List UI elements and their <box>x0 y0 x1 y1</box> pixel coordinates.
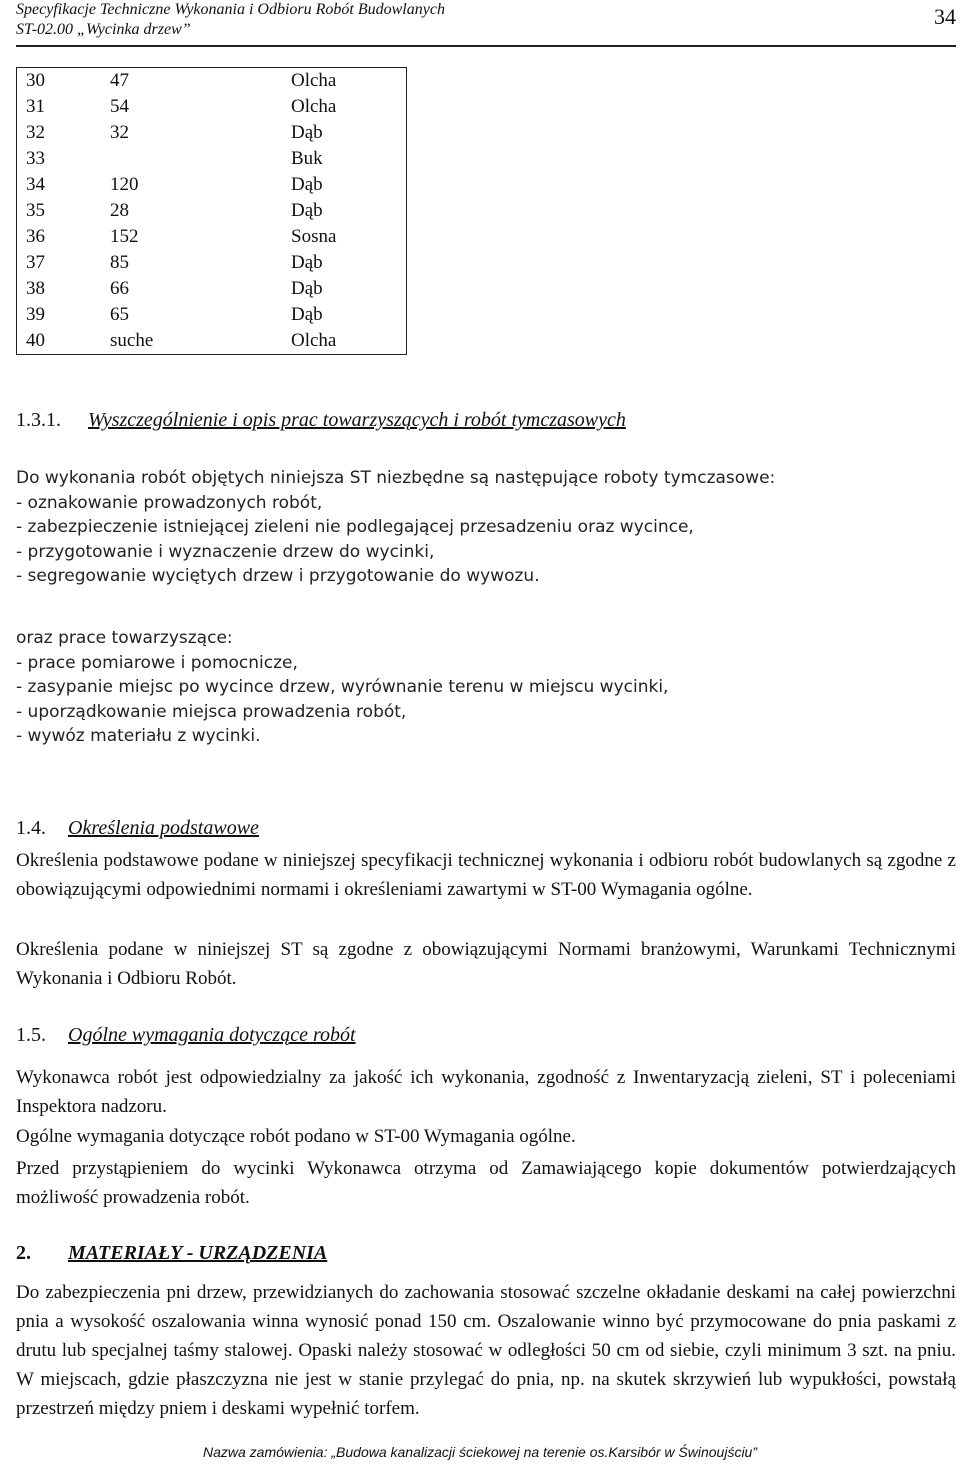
tree-number-cell: 34 <box>26 174 45 195</box>
list-item: - oznakowanie prowadzonych robót, <box>16 492 323 513</box>
section-15-paragraph-2: Ogólne wymagania dotyczące robót podano w ST-00 Wymagania ogólne. <box>16 1126 576 1147</box>
list-item: - prace pomiarowe i pomocnicze, <box>16 652 298 673</box>
species-cell: Olcha <box>291 96 337 117</box>
table-row <box>17 224 407 250</box>
table-row <box>17 146 407 172</box>
section-15-paragraph-1: Wykonawca robót jest odpowiedzialny za jakość ich wykonania, zgodność z Inwentaryzacją zieleni, ST i poleceniami Inspektora nadzoru. <box>16 1067 956 1117</box>
header-divider <box>16 45 956 47</box>
trunk-size-cell: 66 <box>110 278 129 299</box>
species-cell: Olcha <box>291 70 337 91</box>
tree-table <box>16 67 407 355</box>
trunk-size-cell: suche <box>110 330 154 351</box>
list-item: - wywóz materiału z wycinki. <box>16 726 261 746</box>
species-cell: Dąb <box>291 278 323 299</box>
list-item: - uporządkowanie miejsca prowadzenia robót, <box>16 701 407 722</box>
species-cell: Dąb <box>291 304 323 325</box>
trunk-size-cell: 47 <box>110 70 129 91</box>
section-15-number: 1.5. <box>16 1024 46 1046</box>
tree-table-body <box>17 68 407 355</box>
section-15-title: Ogólne wymagania dotyczące robót <box>68 1024 356 1046</box>
table-row <box>17 276 407 302</box>
trunk-size-cell: 120 <box>110 174 139 195</box>
section-15-paragraph-3: Przed przystąpieniem do wycinki Wykonawca otrzyma od Zamawiającego kopie dokumentów potwierdzających możliwość prowadzenia robót. <box>16 1158 956 1208</box>
page-footer: Nazwa zamówienia: „Budowa kanalizacji ściekowej na terenie os.Karsibór w Świnoujściu” <box>202 1444 758 1460</box>
section-14-heading <box>16 817 956 840</box>
species-cell: Dąb <box>291 252 323 273</box>
accompanying-works <box>16 626 956 749</box>
tree-number-cell: 33 <box>26 148 45 169</box>
species-cell: Dąb <box>291 122 323 143</box>
tree-number-cell: 30 <box>26 70 45 91</box>
tree-number-cell: 32 <box>26 122 45 143</box>
table-row <box>17 172 407 198</box>
accompanying-works-intro: oraz prace towarzyszące: <box>16 628 233 648</box>
table-row <box>17 94 407 120</box>
trunk-size-cell: 32 <box>110 122 129 143</box>
tree-number-cell: 40 <box>26 330 45 351</box>
species-cell: Olcha <box>291 330 337 351</box>
section-131-heading <box>16 409 956 432</box>
section-14-paragraph-2: Określenia podane w niniejszej ST są zgodne z obowiązującymi Normami branżowymi, Warunkami Technicznymi Wykonania i Odbioru Robót. <box>16 939 956 989</box>
section-131-number: 1.3.1. <box>16 409 61 431</box>
species-cell: Sosna <box>291 226 337 247</box>
header-spec-title: Specyfikacje Techniczne Wykonania i Odbioru Robót Budowlanych <box>16 1 445 18</box>
section-14-number: 1.4. <box>16 817 46 839</box>
table-row <box>17 328 407 355</box>
temporary-works-intro: Do wykonania robót objętych niniejsza ST niezbędne są następujące roboty tymczasowe: <box>16 468 776 488</box>
section-2-heading <box>16 1242 956 1265</box>
tree-number-cell: 31 <box>26 96 45 117</box>
list-item: - zabezpieczenie istniejącej zieleni nie podlegającej przesadzeniu oraz wycince, <box>16 517 694 537</box>
trunk-size-cell: 28 <box>110 200 129 221</box>
section-2-number: 2. <box>16 1242 31 1264</box>
tree-number-cell: 38 <box>26 278 45 299</box>
trunk-size-cell: 85 <box>110 252 129 273</box>
section-2-paragraph: Do zabezpieczenia pni drzew, przewidzianych do zachowania stosować szczelne okładanie deskami na całej powierzchni pnia a wysokość oszalowania winna wynosić ponad 150 cm. Oszalowanie winno być przymocowane do pnia paskami z drutu lub specjalnej taśmy stalowej. Opaski należy stosować w odległości 50 cm od siebie, czyli minimum 3 szt. na pniu. W miejscach, gdzie płaszczyzna nie jest w stanie przylegać do pnia, np. na skutek skrzywień lub wypukłości, powstałą przestrzeń między pniem i deskami wypełnić torfem. <box>16 1282 956 1419</box>
section-2-title: MATERIAŁY - URZĄDZENIA <box>68 1242 328 1264</box>
page-number: 34 <box>934 4 956 29</box>
table-row <box>17 120 407 146</box>
table-row <box>17 198 407 224</box>
trunk-size-cell: 65 <box>110 304 129 325</box>
tree-number-cell: 35 <box>26 200 45 221</box>
trunk-size-cell: 152 <box>110 226 139 247</box>
trunk-size-cell <box>110 146 291 172</box>
page-header <box>16 0 956 48</box>
list-item: - zasypanie miejsc po wycince drzew, wyrównanie terenu w miejscu wycinki, <box>16 677 669 697</box>
trunk-size-cell: 54 <box>110 96 129 117</box>
list-item: - przygotowanie i wyznaczenie drzew do wycinki, <box>16 541 435 562</box>
header-spec-code: ST-02.00 „Wycinka drzew” <box>16 21 191 38</box>
species-cell: Dąb <box>291 200 323 221</box>
table-row <box>17 250 407 276</box>
species-cell: Buk <box>291 148 323 169</box>
table-row <box>17 302 407 328</box>
species-cell: Dąb <box>291 174 323 195</box>
section-15-heading <box>16 1024 956 1047</box>
tree-number-cell: 39 <box>26 304 45 325</box>
temporary-works <box>16 466 956 589</box>
section-131-title: Wyszczególnienie i opis prac towarzyszących i robót tymczasowych <box>88 409 626 431</box>
table-row <box>17 68 407 95</box>
tree-number-cell: 37 <box>26 252 45 273</box>
list-item: - segregowanie wyciętych drzew i przygotowanie do wywozu. <box>16 566 540 586</box>
tree-number-cell: 36 <box>26 226 45 247</box>
section-14-title: Określenia podstawowe <box>68 817 259 839</box>
section-14-paragraph-1: Określenia podstawowe podane w niniejszej specyfikacji technicznej wykonania i odbioru robót budowlanych są zgodne z obowiązującymi odpowiednimi normami i określeniami zawartymi w ST-00 Wymagania ogólne. <box>16 850 956 900</box>
